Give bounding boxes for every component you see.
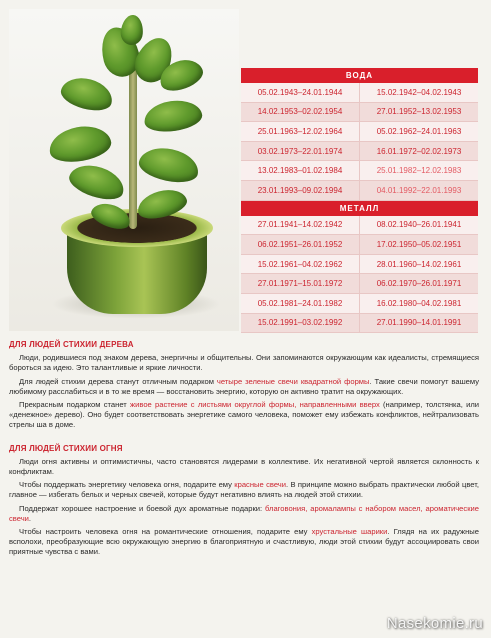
table-cell: 28.01.1960–14.02.1961 xyxy=(360,255,478,275)
table-cell: 05.02.1981–24.01.1982 xyxy=(241,294,360,314)
highlight-text: красные свечи xyxy=(234,480,286,490)
watermark: Nasekomie.ru xyxy=(386,615,483,632)
table-cell: 27.01.1952–13.02.1953 xyxy=(360,103,478,123)
table-cell: 13.02.1983–01.02.1984 xyxy=(241,161,360,181)
table-row xyxy=(241,255,478,275)
plant-stem xyxy=(129,69,137,229)
table-cell: 05.02.1962–24.01.1963 xyxy=(360,122,478,142)
table-cell: 15.02.1991–03.02.1992 xyxy=(241,314,360,334)
highlight-text: благовония, аромалампы с набором масел, ароматические свечи xyxy=(9,503,479,523)
table-cell: 15.02.1961–04.02.1962 xyxy=(241,255,360,275)
table-cell: 06.02.1951–26.01.1952 xyxy=(241,235,360,255)
leaf-icon xyxy=(58,73,116,115)
section-heading-tree: ДЛЯ ЛЮДЕЙ СТИХИИ ДЕРЕВА xyxy=(9,340,134,349)
table-row xyxy=(241,274,478,294)
table-cell: 08.02.1940–26.01.1941 xyxy=(360,216,478,236)
jade-plant-photo xyxy=(9,9,239,331)
table-header-water: ВОДА xyxy=(241,68,478,83)
highlight-text: живое растение с листьями округлой формы, направленными вверх xyxy=(130,400,380,410)
table-row xyxy=(241,103,478,123)
paragraph-text: Для людей стихии дерева станут отличным подарком xyxy=(19,376,217,386)
paragraph-text: . Глядя на их радужные всполохи, преобразующие всю окружающую энергию в благоприятную и счастливую, люди этой стихии будут ассоциировать свои приятные чувства с вами. xyxy=(9,527,479,557)
paragraph: Люди огня активны и оптимистичны, часто становятся лидерами в коллективе. Их негативной чертой является склонность к конфликтам. xyxy=(9,456,479,477)
paragraph xyxy=(9,400,479,431)
paragraph-text: . В принципе можно выбрать практически любой цвет, главное — избегать белых и черных свечей, которые будут негативно влиять на людей этой стихии. xyxy=(9,480,479,500)
highlight-text: хрустальные шарики xyxy=(311,527,388,537)
table-cell: 27.01.1971–15.01.1972 xyxy=(241,274,360,294)
paragraph-text: Поддержат хорошее настроение и боевой дух ароматные подарки: xyxy=(19,503,266,513)
table-cell: 16.02.1980–04.02.1981 xyxy=(360,294,478,314)
paragraph-text: . xyxy=(28,513,32,523)
table-cell: 04.01.1992–22.01.1993 xyxy=(360,181,478,201)
table-row xyxy=(241,216,478,236)
section-heading-fire: ДЛЯ ЛЮДЕЙ СТИХИИ ОГНЯ xyxy=(9,443,123,453)
water-rows xyxy=(241,83,478,201)
leaf-icon xyxy=(47,122,114,166)
table-cell: 05.02.1943–24.01.1944 xyxy=(241,83,360,103)
paragraph xyxy=(9,504,479,524)
paragraph-text: Прекрасным подарком станет xyxy=(19,400,131,410)
table-cell: 25.01.1982–12.02.1983 xyxy=(360,161,478,181)
table-cell: 16.01.1972–02.02.1973 xyxy=(360,142,478,162)
pot-rim xyxy=(61,209,213,247)
table-row xyxy=(241,83,478,103)
paragraph xyxy=(9,480,479,500)
table-cell: 14.02.1953–02.02.1954 xyxy=(241,103,360,123)
leaf-icon xyxy=(66,159,129,205)
highlight-text: четыре зеленые свечи квадратной формы xyxy=(216,376,370,386)
paragraph-text: Чтобы настроить человека огня на романтические отношения, подарите ему xyxy=(19,527,312,537)
table-cell: 27.01.1941–14.02.1942 xyxy=(241,216,360,236)
table-row xyxy=(241,181,478,201)
leaf-icon xyxy=(120,14,145,46)
metal-rows xyxy=(241,216,478,334)
leaf-icon xyxy=(136,143,201,187)
paragraph xyxy=(9,527,479,558)
table-row xyxy=(241,235,478,255)
element-years-table xyxy=(241,68,478,333)
table-header-metal: МЕТАЛЛ xyxy=(241,201,478,216)
table-cell: 06.02.1970–26.01.1971 xyxy=(360,274,478,294)
table-row xyxy=(241,294,478,314)
paragraph-text: . Такие свечи помогут вашему любимому расслабиться и в то же время — восстановить энергию, которую он активно тратит на окружающих. xyxy=(9,376,480,396)
table-cell: 17.02.1950–05.02.1951 xyxy=(360,235,478,255)
table-cell: 03.02.1973–22.01.1974 xyxy=(241,142,360,162)
table-row xyxy=(241,161,478,181)
table-cell: 27.01.1990–14.01.1991 xyxy=(360,314,478,334)
article-body xyxy=(9,340,479,561)
table-cell: 25.01.1963–12.02.1964 xyxy=(241,122,360,142)
paragraph-text: Чтобы поддержать энергетику человека огня, подарите ему xyxy=(19,480,235,490)
table-cell: 23.01.1993–09.02.1994 xyxy=(241,181,360,201)
paragraph xyxy=(9,377,479,397)
table-cell: 15.02.1942–04.02.1943 xyxy=(360,83,478,103)
table-row xyxy=(241,142,478,162)
paragraph-text: (например, толстянка, или «денежное» дерево). Оно будет соответствовать энергетике самого человека, поможет ему избежать конфликтов, нейтрализовать стрелы ша в доме. xyxy=(9,400,480,430)
leaf-icon xyxy=(142,97,204,135)
paragraph: Люди, родившиеся под знаком дерева, энергичны и общительны. Они запоминаются окружающим как идеалисты, стремящиеся бороться за идею. Это талантливые и яркие личности. xyxy=(9,353,479,373)
table-row xyxy=(241,122,478,142)
table-row xyxy=(241,314,478,334)
